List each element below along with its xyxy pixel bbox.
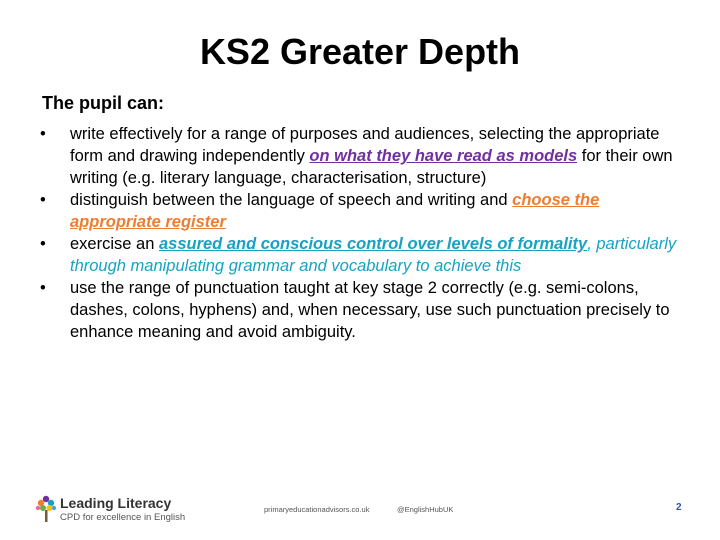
criteria-text-emphasis: , particularly through manipulating grammar and vocabulary to achieve this — [70, 235, 677, 275]
leading-literacy-logo — [34, 494, 204, 524]
criteria-item — [40, 233, 680, 277]
logo-tagline: CPD for excellence in English — [60, 512, 186, 523]
bullet-icon: • — [40, 279, 46, 297]
logo-title: Leading Literacy — [60, 495, 172, 511]
criteria-text: distinguish between the language of speech and writing and — [70, 191, 513, 209]
criteria-list — [40, 123, 680, 343]
footer — [0, 488, 720, 528]
page-number: 2 — [676, 502, 682, 513]
criteria-text: for their own writing (e.g. literary language, characterisation, structure) — [70, 147, 673, 187]
criteria-highlight: assured and conscious control over levels of formality — [158, 235, 588, 253]
bullet-icon: • — [40, 191, 46, 209]
criteria-text: write effectively for a range of purposes and audiences, selecting the appropriate form and drawing independently — [70, 125, 660, 165]
criteria-item — [40, 123, 680, 189]
slide-title: KS2 Greater Depth — [199, 31, 521, 72]
tree-logo-icon — [34, 494, 58, 524]
criteria-text: exercise an — [70, 235, 159, 253]
bullet-icon: • — [40, 125, 46, 143]
footer-website[interactable]: primaryeducationadvisors.co.uk — [264, 505, 370, 514]
footer-social-handle[interactable]: @EnglishHubUK — [397, 505, 454, 514]
bullet-icon: • — [40, 235, 46, 253]
criteria-text: use the range of punctuation taught at key stage 2 correctly (e.g. semi-colons, dashes, colons, hyphens) and, when necessary, use such punctuation precisely to enhance meaning and avoid ambiguity. — [70, 279, 670, 341]
criteria-item — [40, 189, 680, 233]
criteria-highlight: choose the appropriate register — [70, 191, 600, 231]
criteria-highlight: on what they have read as models — [309, 147, 578, 165]
intro-heading: The pupil can: — [42, 93, 165, 113]
criteria-item — [40, 277, 680, 343]
